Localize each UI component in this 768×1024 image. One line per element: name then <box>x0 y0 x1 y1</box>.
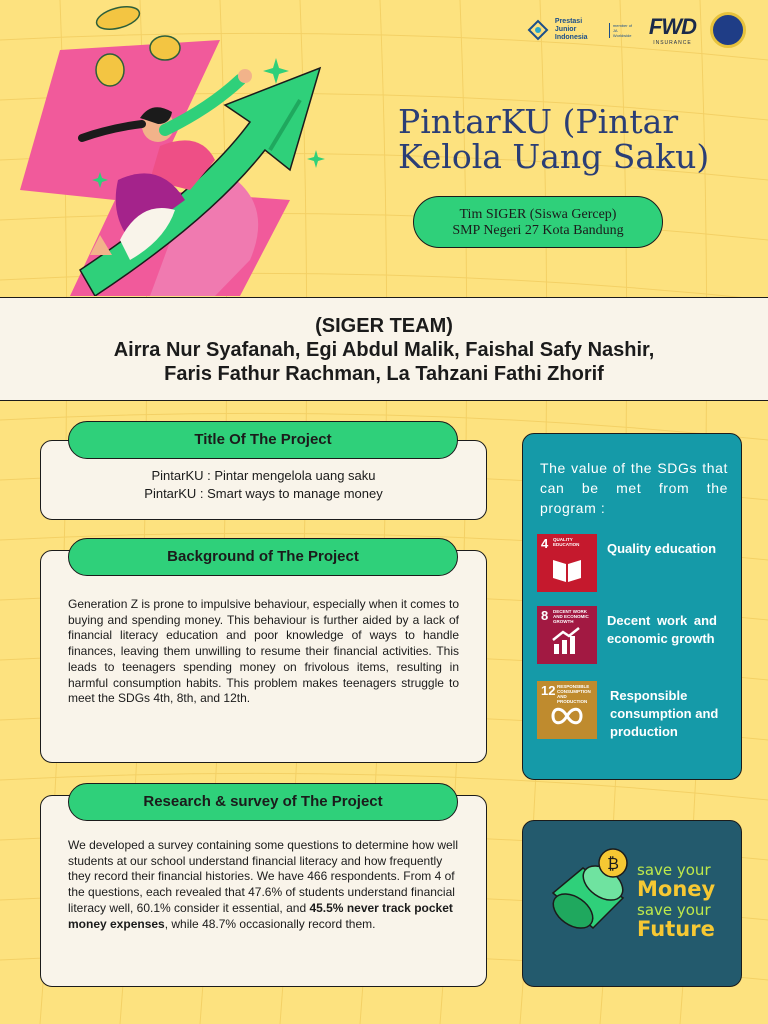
sdg-4-number: 4 <box>541 536 549 551</box>
sdg-8-label: DECENT WORK AND ECONOMIC GROWTH <box>553 609 589 624</box>
title-line-1: PintarKU : Pintar mengelola uang saku <box>151 468 376 483</box>
save-line-2: Money <box>637 877 716 901</box>
title-card-body <box>41 467 486 503</box>
background-body: Generation Z is prone to impulsive behaviour, especially when it comes to buying and spending money. This behaviour is further aided by a lack of financial literacy education and poor knowledge of ways to handle finances, leaving them unwilling to resume their financial activities. This leads to teenagers spending money on frivolous items, resulting in harmful consumption habits. This problem makes teenagers struggle to meet the SDGs 4th, 8th, and 12th. <box>68 597 459 706</box>
sdg-4-tile <box>537 534 597 592</box>
pji-tagline: member of JA Worldwide <box>609 23 635 38</box>
sdg-8-text: Decent work and economic growth <box>607 613 717 646</box>
sdg-12-text: Responsible consumption and production <box>610 688 719 739</box>
team-names-line1: Airra Nur Syafanah, Egi Abdul Malik, Faishal Safy Nashir, <box>113 339 655 361</box>
team-pill-line2: SMP Negeri 27 Kota Bandung <box>452 223 624 238</box>
team-names-line2: Faris Fathur Rachman, La Tahzani Fathi Zhorif <box>164 363 604 385</box>
fwd-wordmark: FWD <box>648 14 696 39</box>
fwd-subtitle: INSURANCE <box>653 40 692 46</box>
book-icon <box>551 554 583 584</box>
save-line-4: Future <box>637 917 715 941</box>
pji-name: Prestasi Junior Indonesia <box>554 18 588 41</box>
sdg-heading: The value of the SDGs that can be met from the program : <box>540 460 728 516</box>
sdg-4-text: Quality education <box>607 541 717 556</box>
team-pill-line1: Tim SIGER (Siswa Gercep) <box>459 207 617 222</box>
team-members-band <box>0 297 768 401</box>
research-text-highlight: 45.5% never track pocket money expenses <box>68 900 453 931</box>
save-money-panel <box>522 820 742 987</box>
background-card <box>40 550 487 763</box>
growth-chart-icon <box>551 626 583 656</box>
sdg-item-12 <box>537 681 733 741</box>
sdg-item-8 <box>537 606 733 666</box>
partner-logos <box>527 12 746 48</box>
pji-icon <box>527 19 549 41</box>
sdg-item-4 <box>537 534 733 594</box>
save-line-3: save your <box>637 901 711 919</box>
save-line-1: save your <box>637 861 711 879</box>
sdg-panel <box>522 433 742 780</box>
research-card-heading: Research & survey of The Project <box>68 783 458 821</box>
research-text-2: , while 48.7% occasionally record them. <box>164 916 376 931</box>
coin-symbol: ₿ <box>607 854 619 873</box>
research-text-1: We developed a survey containing some questions to determine how well students at our school understand financial literacy and how frequently they record their financial histories. We have 466 respondents. From 4 of the questions, each revealed that 47.6% of students understand financial literacy well, 60.1% consider it essential, and <box>68 838 458 915</box>
title-line-2: PintarKU : Smart ways to manage money <box>144 486 383 501</box>
sdg-4-label: QUALITY EDUCATION <box>553 537 580 547</box>
team-heading: (SIGER TEAM) <box>315 315 453 337</box>
logo-fwd <box>649 14 696 46</box>
sdg-12-label: RESPONSIBLE CONSUMPTION AND PRODUCTION <box>557 684 591 704</box>
school-seal-icon <box>710 12 746 48</box>
sdg-8-tile <box>537 606 597 664</box>
page-title: PintarKU (Pintar Kelola Uang Saku) <box>398 102 710 176</box>
sdg-12-number: 12 <box>541 683 556 698</box>
background-card-heading: Background of The Project <box>68 538 458 576</box>
research-body <box>68 838 459 932</box>
sdg-8-number: 8 <box>541 608 549 623</box>
piggy-bank-can-icon <box>543 843 638 943</box>
logo-prestasi-junior-indonesia <box>527 18 635 42</box>
sdg-12-tile <box>537 681 597 739</box>
title-card-heading: Title Of The Project <box>68 421 458 459</box>
research-card <box>40 795 487 987</box>
team-pill <box>413 196 663 248</box>
infinity-icon <box>551 701 583 731</box>
